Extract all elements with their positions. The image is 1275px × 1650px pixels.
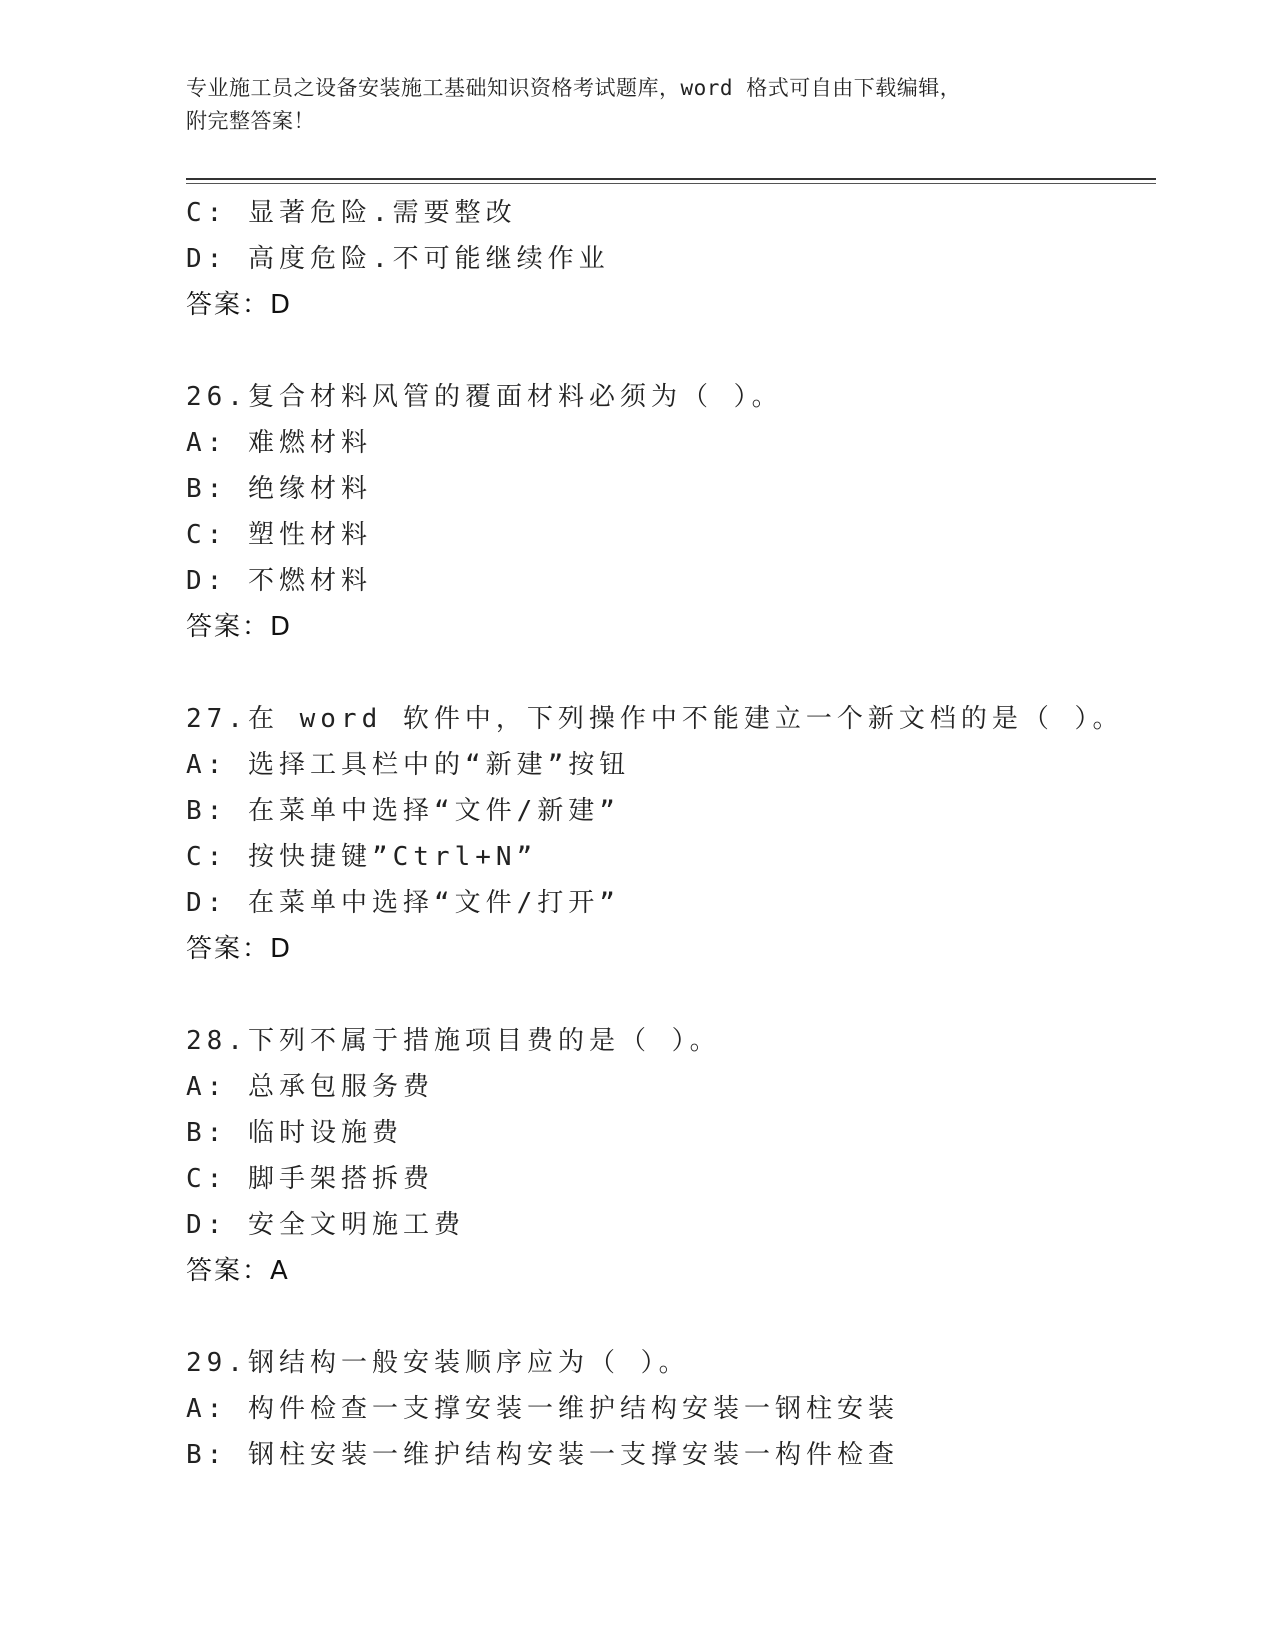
spacer xyxy=(186,328,1156,374)
header-line-1: 专业施工员之设备安装施工基础知识资格考试题库，word 格式可自由下载编辑， xyxy=(186,76,962,100)
option-a: A: 难燃材料 xyxy=(186,428,372,458)
question-25-tail xyxy=(186,190,1156,328)
option-a: A: 总承包服务费 xyxy=(186,1072,434,1102)
question-stem: 27.在 word 软件中，下列操作中不能建立一个新文档的是（ ）。 xyxy=(186,704,1124,734)
spacer xyxy=(186,972,1156,1018)
answer-line: 答案：D xyxy=(186,612,293,642)
option-b: B: 绝缘材料 xyxy=(186,474,372,504)
option-b: B: 临时设施费 xyxy=(186,1118,403,1148)
header-rule-thin xyxy=(186,183,1156,184)
option-c: C: 显著危险.需要整改 xyxy=(186,198,517,228)
option-d: D: 在菜单中选择“文件/打开” xyxy=(186,888,620,918)
question-stem: 29.钢结构一般安装顺序应为（ ）。 xyxy=(186,1348,690,1378)
question-stem: 26.复合材料风管的覆面材料必须为（ ）。 xyxy=(186,382,783,412)
option-d: D: 高度危险.不可能继续作业 xyxy=(186,244,610,274)
option-c: C: 脚手架搭拆费 xyxy=(186,1164,434,1194)
option-d: D: 安全文明施工费 xyxy=(186,1210,465,1240)
question-28 xyxy=(186,1018,1156,1294)
header-rule-thick xyxy=(186,178,1156,180)
spacer xyxy=(186,1294,1156,1340)
option-a: A: 构件检查一支撑安装一维护结构安装一钢柱安装 xyxy=(186,1394,899,1424)
question-26 xyxy=(186,374,1156,650)
document-header xyxy=(186,72,1086,138)
option-b: B: 钢柱安装一维护结构安装一支撑安装一构件检查 xyxy=(186,1440,899,1470)
question-29 xyxy=(186,1340,1156,1478)
answer-line: 答案：A xyxy=(186,1256,290,1286)
option-a: A: 选择工具栏中的“新建”按钮 xyxy=(186,750,631,780)
option-b: B: 在菜单中选择“文件/新建” xyxy=(186,796,620,826)
question-27 xyxy=(186,696,1156,972)
option-c: C: 按快捷键”Ctrl+N” xyxy=(186,842,538,872)
header-line-2: 附完整答案！ xyxy=(186,109,315,133)
option-d: D: 不燃材料 xyxy=(186,566,372,596)
answer-line: 答案：D xyxy=(186,290,293,320)
spacer xyxy=(186,650,1156,696)
question-stem: 28.下列不属于措施项目费的是（ ）。 xyxy=(186,1026,721,1056)
answer-line: 答案：D xyxy=(186,934,293,964)
question-content xyxy=(186,190,1156,1478)
option-c: C: 塑性材料 xyxy=(186,520,372,550)
